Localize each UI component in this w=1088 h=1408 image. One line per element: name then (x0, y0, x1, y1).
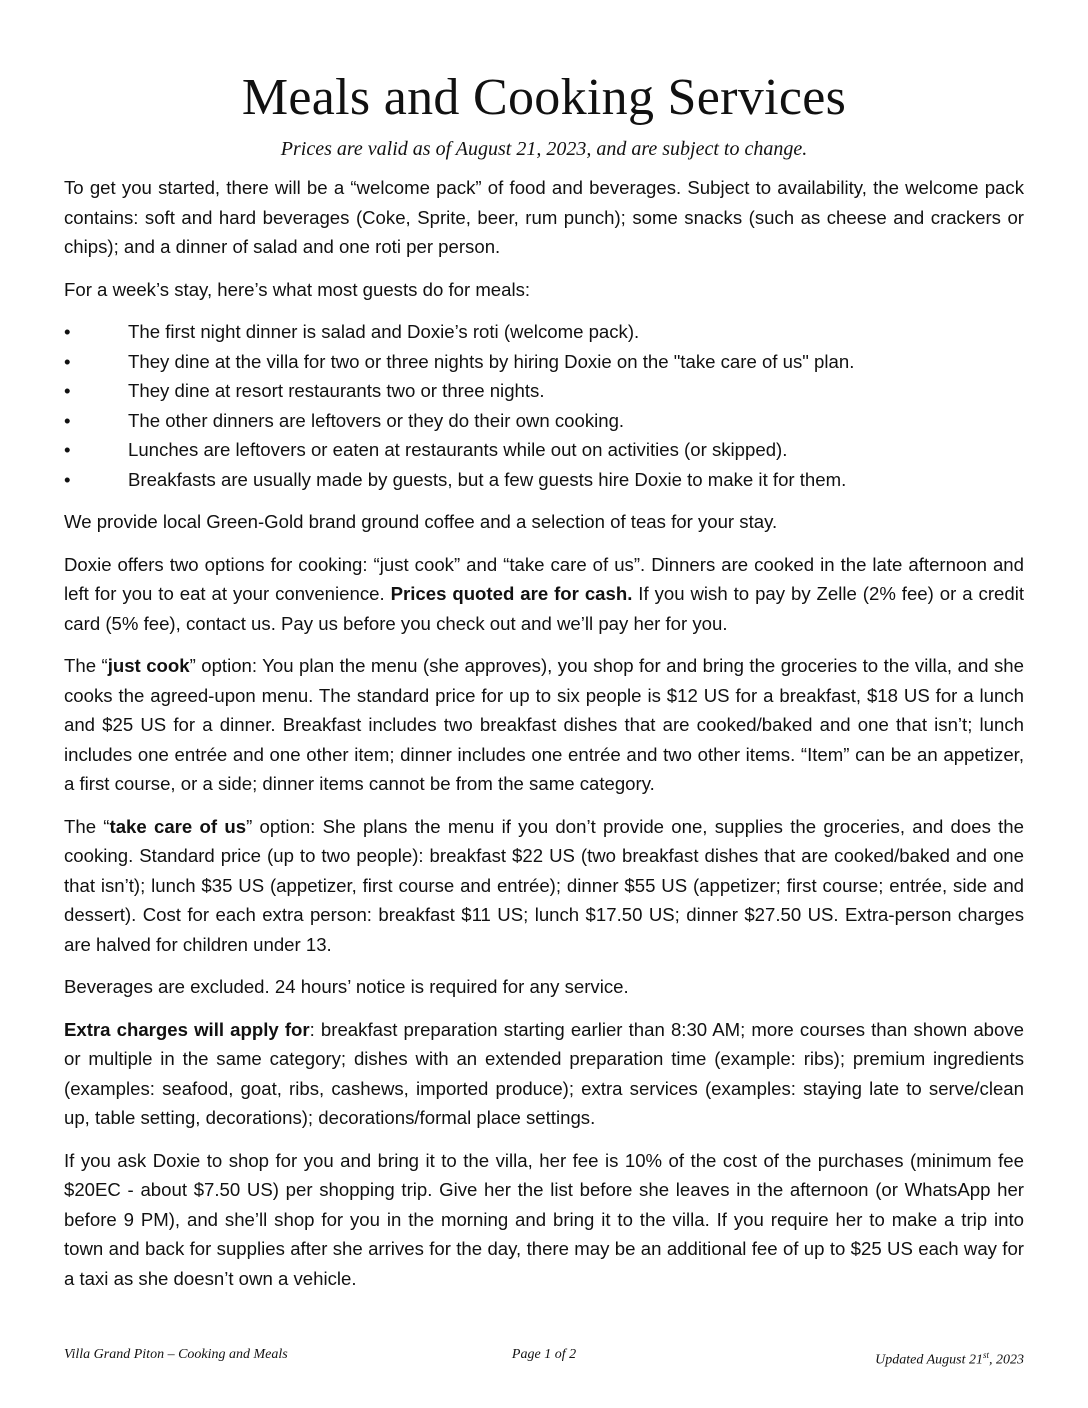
shopping-paragraph: If you ask Doxie to shop for you and bring it to the villa, her fee is 10% of the cost of the purchases (minimum fee $20EC - about $7.50 US) per shopping trip. Give her the list before she leaves in the afternoon (or WhatsApp her before 9 PM), and she’ll shop for you in the morning and bring it to the villa. If you require her to make a trip into town and back for supplies after she arrives for the day, there may be an additional fee of up to $25 US each way for a taxi as she doesn’t own a vehicle. (64, 1149, 1024, 1289)
list-item-text: The first night dinner is salad and Doxie’s roti (welcome pack). (128, 321, 640, 342)
options-text-a: Doxie offers two options for cooking: “just cook” and “take care of us”. Dinners are cooked in the late afternoon and left for you to eat at your convenience. (64, 553, 1024, 604)
intro-paragraph: To get you started, there will be a “welcome pack” of food and beverages. Subject to availability, the welcome pack contains: soft and hard beverages (Coke, Sprite, beer, rum punch); some snacks (such as cheese and crackers or chips); and a dinner of salad and one roti per person. (64, 177, 1024, 257)
footer-date-post: , 2023 (989, 1352, 1024, 1368)
bullet-icon: • (64, 321, 71, 342)
week-lead: For a week’s stay, here’s what most guests do for meals: (64, 278, 531, 300)
just-cook-paragraph (64, 651, 1024, 799)
cash-note: Prices quoted are for cash. (390, 583, 633, 604)
document-body (64, 173, 1024, 1306)
beverages-paragraph: Beverages are excluded. 24 hours’ notice is required for any service. (64, 976, 629, 997)
options-paragraph (64, 550, 1024, 639)
list-item-text: They dine at resort restaurants two or three nights. (128, 380, 545, 401)
take-care-text: ” option: She plans the menu if you don’t provide one, supplies the groceries, and does the cooking. Standard price (up to two people): breakfast $22 US (two breakfast dishes that are cooked/baked and one that isn’t); lunch $35 US (appetizer, first course and entrée); dinner $55 US (appetizer; first course; entrée, side and dessert). Cost for each extra person: breakfast $11 US; lunch $17.50 US; dinner $27.50 US. Extra-person charges are halved for children under 13. (64, 815, 1024, 955)
coffee-paragraph: We provide local Green-Gold brand ground coffee and a selection of teas for your stay. (64, 511, 778, 532)
list-item-text: They dine at the villa for two or three nights by hiring Doxie on the "take care of us" plan. (128, 350, 855, 372)
take-care-paragraph (64, 812, 1024, 960)
list-item-text: Lunches are leftovers or eaten at restaurants while out on activities (or skipped). (128, 439, 788, 460)
page-subtitle: Prices are valid as of August 21, 2023, and are subject to change. (280, 138, 808, 160)
list-item (64, 347, 1024, 377)
footer-date-suffix: st (982, 1350, 989, 1360)
options-text-b: If you wish to pay by Zelle (2% fee) or a credit card (5% fee), contact us. Pay us before you check out and we’ll pay her for you. (64, 583, 1024, 634)
footer-date-pre: Updated August 21 (875, 1352, 983, 1368)
list-item (64, 376, 1024, 406)
bullet-icon: • (64, 350, 71, 372)
bullet-icon: • (64, 468, 71, 490)
list-item (64, 465, 1024, 495)
list-item (64, 406, 1024, 436)
bullet-icon: • (64, 380, 71, 401)
page-title: Meals and Cooking Services (241, 69, 847, 126)
footer-document-name: Villa Grand Piton – Cooking and Meals (64, 1347, 288, 1362)
just-cook-label: just cook (107, 655, 190, 676)
take-care-label: take care of us (109, 815, 247, 837)
week-bullet-list (64, 317, 1024, 494)
just-cook-text: ” option: You plan the menu (she approves), you shop for and bring the groceries to the villa, and she cooks the agreed-upon menu. The standard price for up to six people is $12 US for a breakfast, $18 US for a lunch and $25 US for a dinner. Breakfast includes two breakfast dishes that are cooked/baked and one that isn’t; lunch includes one entrée and one other item; dinner includes one entrée and two other items. “Item” can be an appetizer, a first course, or a side; dinner items cannot be from the same category. (64, 655, 1024, 794)
just-cook-pre: The “ (64, 655, 108, 676)
extra-charges-text: : breakfast preparation starting earlier than 8:30 AM; more courses than shown above or multiple in the same category; dishes with an extended preparation time (example: ribs); premium ingredients (examples: seafood, goat, ribs, cashews, imported produce); extra services (examples: staying late to serve/clean up, table setting, decorations); decorations/formal place settings. (64, 1018, 1024, 1128)
extra-charges-label: Extra charges will apply for (64, 1018, 310, 1040)
bullet-icon: • (64, 439, 71, 460)
take-care-pre: The “ (64, 815, 110, 837)
extra-charges-paragraph (64, 1015, 1024, 1133)
list-item-text: Breakfasts are usually made by guests, but a few guests hire Doxie to make it for them. (128, 468, 847, 490)
list-item (64, 317, 1024, 347)
footer-updated-date (875, 1346, 1024, 1370)
list-item (64, 435, 1024, 465)
bullet-icon: • (64, 409, 71, 431)
footer-page-number: Page 1 of 2 (511, 1347, 577, 1362)
list-item-text: The other dinners are leftovers or they do their own cooking. (128, 409, 625, 431)
